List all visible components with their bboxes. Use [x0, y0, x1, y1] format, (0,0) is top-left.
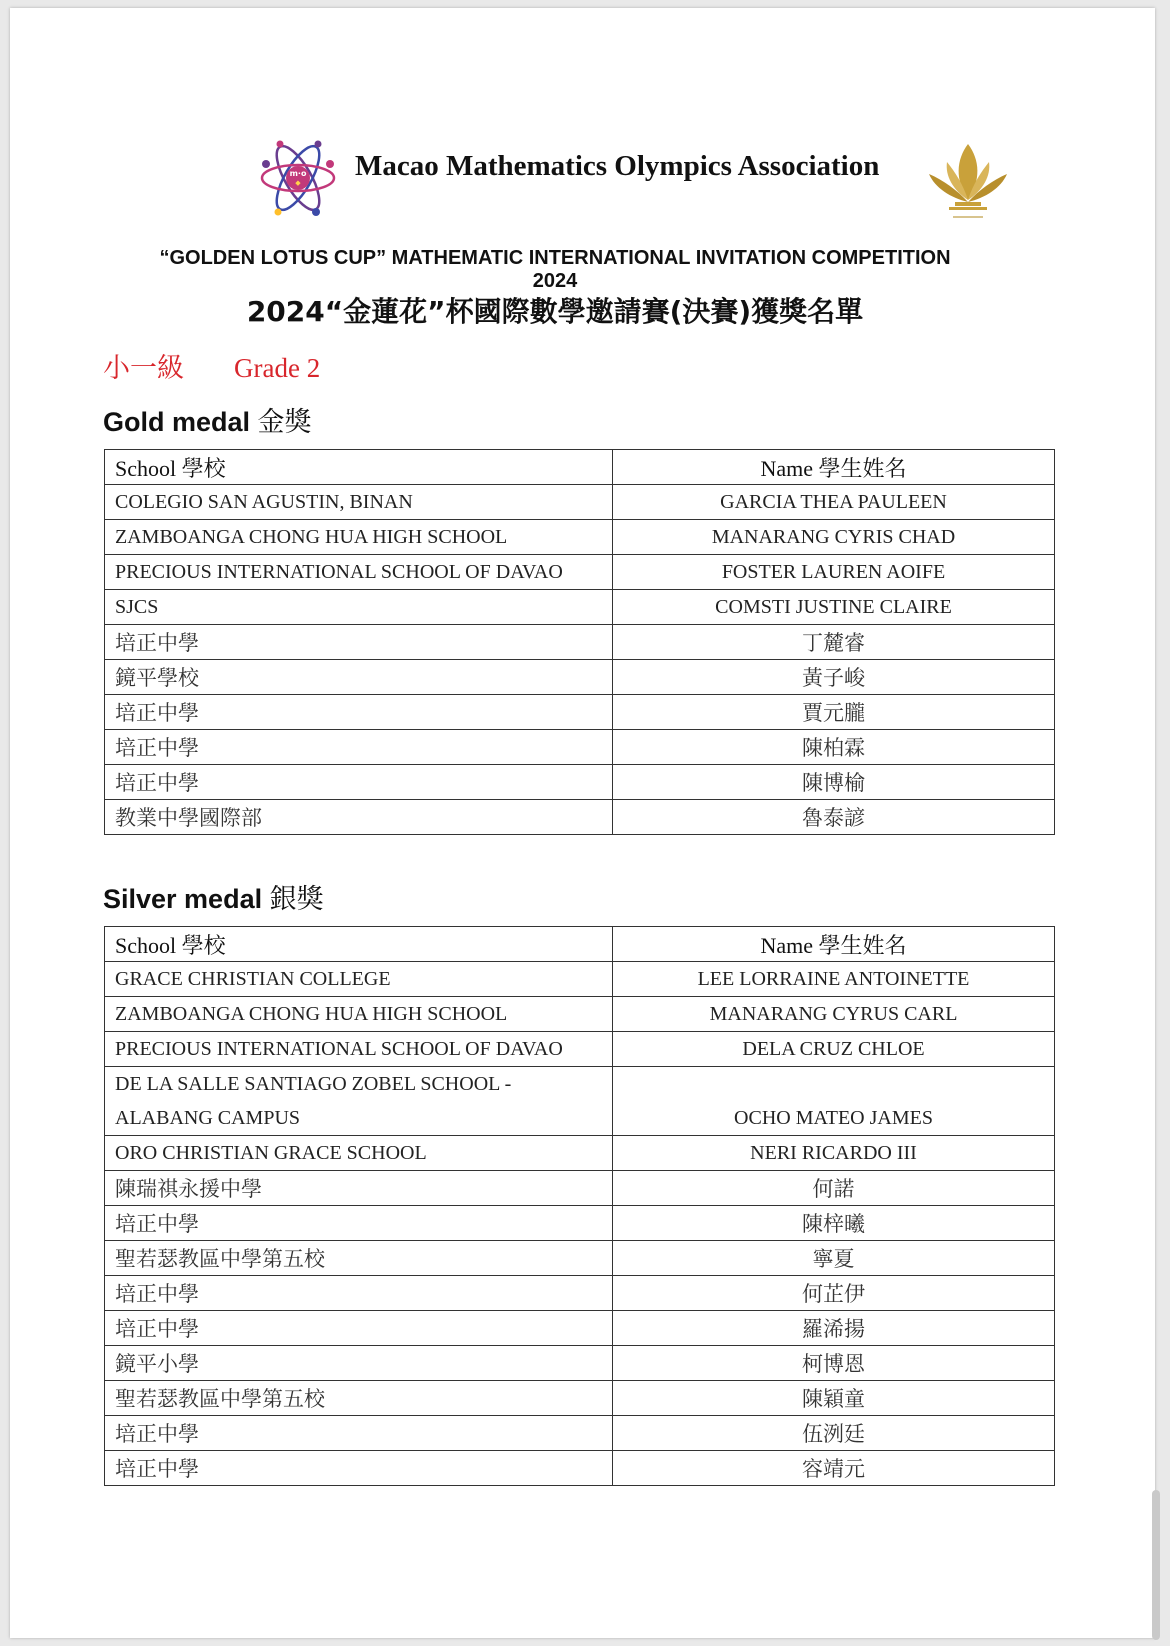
table-row	[105, 1241, 1055, 1276]
document-page	[10, 8, 1155, 1638]
gold-medal-table	[104, 449, 1055, 835]
school-cell: 陳瑞祺永援中學	[105, 1171, 613, 1206]
table-row	[105, 1032, 1055, 1067]
table-row	[105, 962, 1055, 997]
table-row	[105, 1381, 1055, 1416]
table-header-row	[105, 450, 1055, 485]
student-name-cell: 賈元朧	[613, 695, 1055, 730]
table-row	[105, 590, 1055, 625]
gold-medal-heading	[103, 400, 312, 439]
table-row	[105, 1136, 1055, 1171]
gold-medal-title: Gold medal	[103, 407, 251, 437]
student-name-cell: 羅浠揚	[613, 1311, 1055, 1346]
school-cell: 培正中學	[105, 765, 613, 800]
student-name-cell: COMSTI JUSTINE CLAIRE	[613, 590, 1055, 625]
school-cell: DE LA SALLE SANTIAGO ZOBEL SCHOOL - ALABANG CAMPUS	[105, 1067, 613, 1136]
student-name-cell: 陳穎童	[613, 1381, 1055, 1416]
table-row	[105, 485, 1055, 520]
school-cell: PRECIOUS INTERNATIONAL SCHOOL OF DAVAO	[105, 1032, 613, 1067]
table-row	[105, 997, 1055, 1032]
student-name-cell: 陳博榆	[613, 765, 1055, 800]
student-name-cell: 寧夏	[613, 1241, 1055, 1276]
table-row	[105, 1451, 1055, 1486]
school-cell: 鏡平小學	[105, 1346, 613, 1381]
column-header-name: Name 學生姓名	[613, 450, 1055, 485]
gold-medal-title-cn: 金獎	[257, 407, 312, 437]
school-cell: 培正中學	[105, 730, 613, 765]
silver-medal-title: Silver medal	[103, 884, 263, 914]
table-row	[105, 625, 1055, 660]
student-name-cell: FOSTER LAUREN AOIFE	[613, 555, 1055, 590]
table-row	[105, 730, 1055, 765]
competition-title: “GOLDEN LOTUS CUP” MATHEMATIC INTERNATIONAL INVITATION COMPETITION	[159, 247, 951, 269]
school-cell: SJCS	[105, 590, 613, 625]
table-row	[105, 660, 1055, 695]
table-row	[105, 1067, 1055, 1136]
table-row	[105, 1171, 1055, 1206]
student-name-cell: 容靖元	[613, 1451, 1055, 1486]
table-row	[105, 800, 1055, 835]
student-name-cell: 柯博恩	[613, 1346, 1055, 1381]
student-name-cell: 丁麓睿	[613, 625, 1055, 660]
school-cell: 培正中學	[105, 695, 613, 730]
student-name-cell: 伍洌廷	[613, 1416, 1055, 1451]
school-cell: ZAMBOANGA CHONG HUA HIGH SCHOOL	[105, 997, 613, 1032]
table-row	[105, 765, 1055, 800]
school-cell: 培正中學	[105, 625, 613, 660]
grade-heading	[103, 346, 320, 385]
student-name-cell: 何諾	[613, 1171, 1055, 1206]
student-name-cell: MANARANG CYRUS CARL	[613, 997, 1055, 1032]
table-row	[105, 695, 1055, 730]
student-name-cell: MANARANG CYRIS CHAD	[613, 520, 1055, 555]
organization-name: Macao Mathematics Olympics Association	[355, 150, 880, 182]
school-cell: 教業中學國際部	[105, 800, 613, 835]
school-cell: 鏡平學校	[105, 660, 613, 695]
grade-chinese: 小一級	[103, 353, 184, 383]
table-row	[105, 520, 1055, 555]
student-name-cell: OCHO MATEO JAMES	[613, 1067, 1055, 1136]
table-row	[105, 1311, 1055, 1346]
grade-english: Grade 2	[234, 353, 321, 383]
vertical-scrollbar[interactable]	[1152, 1490, 1160, 1640]
mmoa-atom-logo-icon	[258, 134, 342, 222]
school-cell: 培正中學	[105, 1416, 613, 1451]
golden-lotus-icon	[923, 138, 1013, 224]
student-name-cell: GARCIA THEA PAULEEN	[613, 485, 1055, 520]
competition-year: 2024	[532, 270, 578, 292]
student-name-cell: LEE LORRAINE ANTOINETTE	[613, 962, 1055, 997]
school-cell: ZAMBOANGA CHONG HUA HIGH SCHOOL	[105, 520, 613, 555]
student-name-cell: 黃子峻	[613, 660, 1055, 695]
table-row	[105, 1416, 1055, 1451]
student-name-cell: 何芷伊	[613, 1276, 1055, 1311]
school-cell: 培正中學	[105, 1276, 613, 1311]
school-cell: 培正中學	[105, 1451, 613, 1486]
table-row	[105, 1276, 1055, 1311]
silver-medal-title-cn: 銀獎	[269, 884, 324, 914]
school-cell: 培正中學	[105, 1311, 613, 1346]
column-header-name: Name 學生姓名	[613, 927, 1055, 962]
student-name-cell: 陳柏霖	[613, 730, 1055, 765]
letterhead	[10, 132, 1155, 232]
chinese-title: 2024“金蓮花”杯國際數學邀請賽(決賽)獲獎名單	[246, 295, 864, 328]
svg-text:◆: ◆	[295, 179, 301, 187]
school-cell: GRACE CHRISTIAN COLLEGE	[105, 962, 613, 997]
student-name-cell: DELA CRUZ CHLOE	[613, 1032, 1055, 1067]
student-name-cell: NERI RICARDO III	[613, 1136, 1055, 1171]
school-cell: PRECIOUS INTERNATIONAL SCHOOL OF DAVAO	[105, 555, 613, 590]
school-cell: 聖若瑟教區中學第五校	[105, 1241, 613, 1276]
svg-text:m·o: m·o	[289, 169, 307, 178]
silver-medal-table	[104, 926, 1055, 1486]
table-row	[105, 1206, 1055, 1241]
school-cell: COLEGIO SAN AGUSTIN, BINAN	[105, 485, 613, 520]
column-header-school: School 學校	[105, 450, 613, 485]
table-header-row	[105, 927, 1055, 962]
table-row	[105, 555, 1055, 590]
table-row	[105, 1346, 1055, 1381]
school-cell: ORO CHRISTIAN GRACE SCHOOL	[105, 1136, 613, 1171]
school-cell: 聖若瑟教區中學第五校	[105, 1381, 613, 1416]
student-name-cell: 陳梓曦	[613, 1206, 1055, 1241]
school-cell: 培正中學	[105, 1206, 613, 1241]
silver-medal-heading	[103, 877, 324, 916]
student-name-cell: 魯泰諺	[613, 800, 1055, 835]
column-header-school: School 學校	[105, 927, 613, 962]
